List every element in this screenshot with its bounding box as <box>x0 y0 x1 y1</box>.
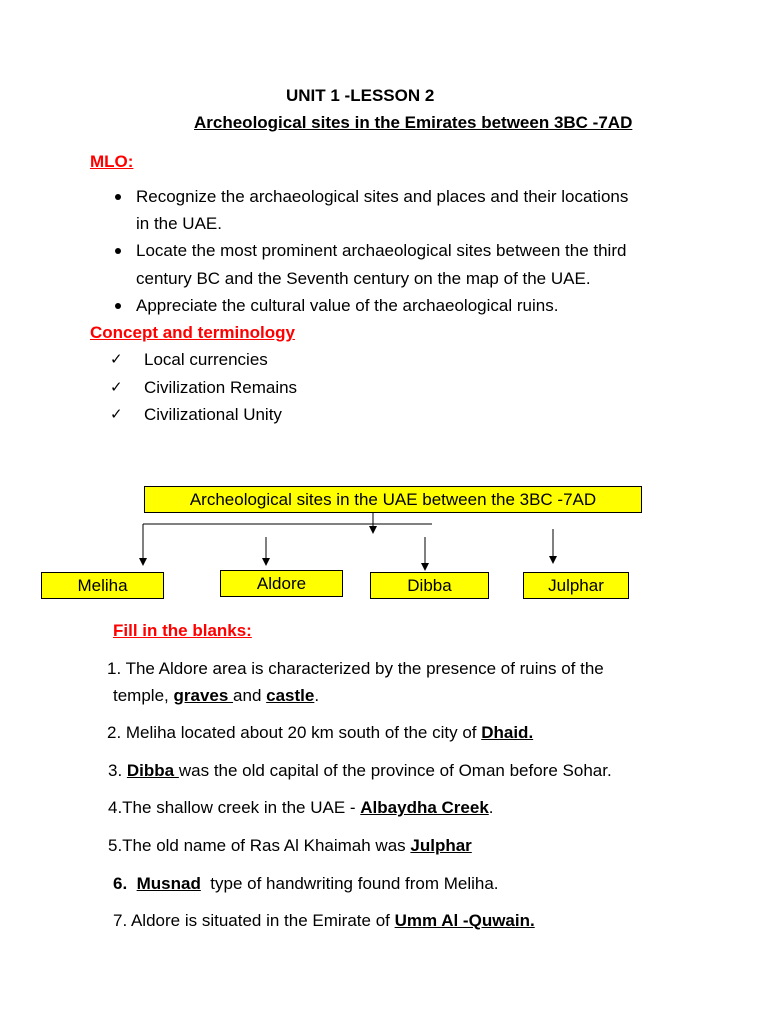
checkmark-icon: ✓ <box>110 406 123 423</box>
answer-dhaid: Dhaid. <box>481 723 534 742</box>
answer-albaydha-creek: Albaydha Creek <box>360 798 489 817</box>
question-2-text: 2. Meliha located about 20 km south of the city of <box>107 723 482 742</box>
checkmark-icon: ✓ <box>110 379 123 396</box>
question-3-text: was the old capital of the province of Oman before Sohar. <box>178 761 612 780</box>
question-4-end: . <box>488 798 494 817</box>
answer-dibba: Dibba <box>126 761 179 780</box>
question-3-number: 3. <box>108 761 127 780</box>
question-2 <box>107 723 533 743</box>
mlo-item-1-line-2: in the UAE. <box>136 214 222 233</box>
mlo-label: MLO: <box>90 152 134 171</box>
question-1-mid: and <box>233 686 267 705</box>
site-box-aldore: Aldore <box>220 570 343 597</box>
mlo-item-1-line-1: Recognize the archaeological sites and places and their locations <box>136 187 629 206</box>
question-1-line-1: 1. The Aldore area is characterized by the presence of ruins of the <box>107 659 604 678</box>
question-6 <box>113 874 499 894</box>
question-1-line-2 <box>113 686 319 706</box>
site-box-dibba: Dibba <box>370 572 489 599</box>
concepts-label: Concept and terminology <box>90 323 295 342</box>
question-7 <box>113 911 535 931</box>
site-box-meliha: Meliha <box>41 572 164 599</box>
concept-item-2: Civilization Remains <box>144 378 298 397</box>
mlo-item-3: Appreciate the cultural value of the archaeological ruins. <box>136 296 559 315</box>
question-5-text: 5.The old name of Ras Al Khaimah was <box>108 836 411 855</box>
checkmark-icon: ✓ <box>110 351 123 368</box>
question-3 <box>108 761 612 781</box>
answer-julphar: Julphar <box>410 836 472 855</box>
page-title: Archeological sites in the Emirates between 3BC -7AD <box>194 113 633 132</box>
answer-graves: graves <box>173 686 234 705</box>
question-4-text: 4.The shallow creek in the UAE - <box>108 798 361 817</box>
fill-blanks-label: Fill in the blanks: <box>113 621 252 640</box>
question-5 <box>108 836 472 856</box>
question-6-text: type of handwriting found from Meliha. <box>200 874 499 893</box>
answer-musnad: Musnad <box>136 874 201 893</box>
concept-item-3: Civilizational Unity <box>144 405 282 424</box>
mlo-item-2-line-1: Locate the most prominent archaeological sites between the third <box>136 241 627 260</box>
question-1-text: temple, <box>113 686 174 705</box>
question-7-text: 7. Aldore is situated in the Emirate of <box>113 911 395 930</box>
unit-lesson-heading: UNIT 1 -LESSON 2 <box>286 86 435 105</box>
question-6-number: 6. <box>113 874 137 893</box>
answer-castle: castle <box>266 686 315 705</box>
concept-item-1: Local currencies <box>144 350 268 369</box>
site-box-julphar: Julphar <box>523 572 629 599</box>
question-4 <box>108 798 494 818</box>
question-1-end: . <box>314 686 320 705</box>
answer-umm-al-quwain: Umm Al -Quwain. <box>394 911 535 930</box>
diagram-root-box: Archeological sites in the UAE between the 3BC -7AD <box>144 486 642 513</box>
mlo-item-2-line-2: century BC and the Seventh century on the map of the UAE. <box>136 269 591 288</box>
